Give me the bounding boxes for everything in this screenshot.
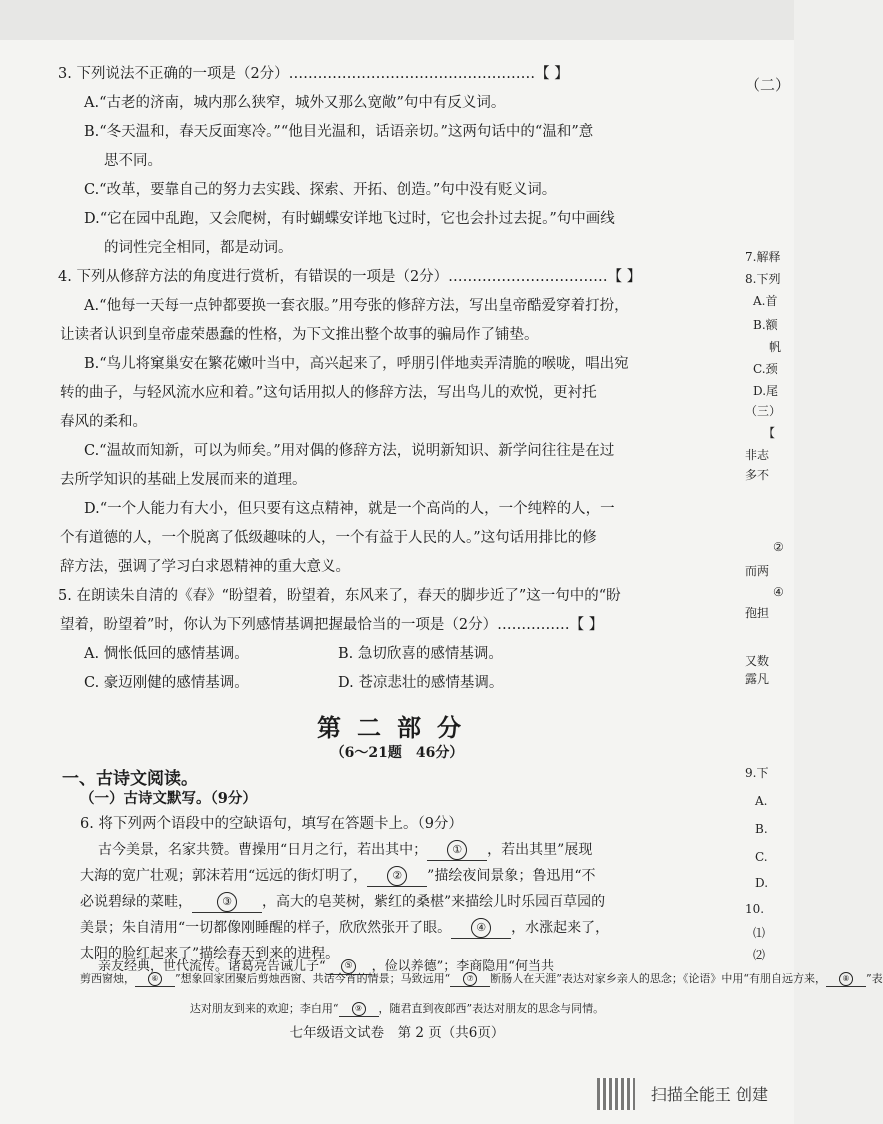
- bleed-text: B.额: [753, 318, 778, 332]
- bleed-text: 帆: [769, 340, 782, 354]
- bleed-text: ④: [773, 585, 784, 599]
- q6-text: 达对朋友到来的欢迎；李白用“: [189, 1002, 339, 1015]
- q6-paragraph1-line3: [80, 888, 605, 917]
- q3-option-b-cont: 思不同。: [104, 153, 162, 169]
- q6-text: 大海的宽广壮观；郭沫若用“远远的街灯明了，: [80, 868, 368, 884]
- bleed-text: 7.解释: [745, 250, 781, 264]
- q6-text: 古今美景，名家共赞。曹操用“日月之行，若出其中；: [98, 842, 428, 858]
- q3-option-c: C.“改革，要靠自己的努力去实践、探索、开拓、创造。”句中没有贬义词。: [84, 182, 557, 198]
- q6-text: 太阳的脸红起来了”描绘春天到来的进程。: [80, 946, 340, 962]
- q6-blank-9: [339, 1002, 379, 1017]
- q4-option-b-cont2: 春风的柔和。: [60, 414, 147, 430]
- adjacent-page-bleed: [745, 0, 794, 1124]
- bleed-text: （三）: [745, 404, 782, 418]
- bleed-text: 【: [763, 426, 776, 440]
- q5-option-b: B. 急切欣喜的感情基调。: [338, 646, 503, 662]
- q4-option-d: D.“一个人能力有大小，但只要有这点精神，就是一个高尚的人，一个纯粹的人，一: [84, 501, 615, 517]
- q3-option-d: D.“它在园中乱跑，又会爬树，有时蝴蝶安详地飞过时，它也会扑过去捉。”句中画线: [84, 211, 615, 227]
- q4-option-d-cont: 个有道德的人，一个脱离了低级趣味的人，一个有益于人民的人。”这句话用排比的修: [60, 530, 597, 546]
- q4-option-a-cont: 让读者认识到皇帝虚荣愚蠢的性格，为下文推出整个故事的骗局作了铺垫。: [60, 327, 539, 343]
- bleed-text: ②: [773, 540, 784, 554]
- q6-text: 亲友经典，世代流传。诸葛亮告诫儿子“: [98, 959, 326, 974]
- q5-stem: 5. 在朗读朱自清的《春》“盼望着，盼望着，东风来了，春天的脚步近了”这一句中的“盼: [58, 588, 621, 604]
- q6-text: ，俭以养德”；李商隐用“何当共: [371, 959, 554, 974]
- q3-option-a: A.“古老的济南，城内那么狭窄，城外又那么宽敞”句中有反义词。: [84, 95, 506, 111]
- q3-stem: 3. 下列说法不正确的一项是（2分）……………………………………………【 】: [58, 66, 569, 82]
- q6-paragraph1-line1: [98, 836, 592, 865]
- q4-option-c-cont: 去所学知识的基础上发展而来的道理。: [60, 472, 307, 488]
- q3-option-b: B.“冬天温和，春天反面寒冷。”“他目光温和，话语亲切。”这两句话中的“温和”意: [84, 124, 594, 140]
- bleed-text: A.首: [753, 294, 778, 308]
- bleed-text: C.颈: [753, 362, 778, 376]
- bleed-text: C.: [755, 850, 768, 864]
- subsection-heading: （一）古诗文默写。（9分）: [80, 790, 257, 807]
- blank-number: ①: [447, 840, 467, 860]
- bleed-text: 8.下列: [745, 272, 781, 286]
- blank-number: ⑧: [839, 972, 853, 986]
- q6-text: 美景；朱自清用“一切都像刚睡醒的样子，欣欣然张开了眼。: [80, 920, 452, 936]
- q4-stem: 4. 下列从修辞方法的角度进行赏析，有错误的一项是（2分）……………………………【 】: [58, 269, 642, 285]
- blank-number: ⑤: [341, 959, 356, 974]
- bleed-text: ⑵: [753, 948, 766, 962]
- q6-blank-3: [192, 892, 262, 913]
- q4-option-c: C.“温故而知新，可以为师矣。”用对偶的修辞方法，说明新知识、新学问往往是在过: [84, 443, 615, 459]
- blank-number: ④: [471, 918, 491, 938]
- q6-blank-7: [450, 972, 490, 987]
- q6-text: ，随君直到夜郎西”表达对朋友的思念与同情。: [378, 1002, 605, 1015]
- bleed-text: D.: [755, 876, 769, 890]
- bleed-text: 多不: [745, 468, 770, 482]
- scanner-logo-icon: [597, 1078, 635, 1110]
- q6-text: ”描绘夜间景象；鲁迅用“不: [427, 868, 596, 884]
- part-two-title: 第二部分: [317, 714, 477, 742]
- footer-page-info: 七年级语文试卷 第 2 页（共6页）: [289, 1024, 505, 1041]
- q6-blank-2: [367, 866, 427, 887]
- q6-stem: 6. 将下列两个语段中的空缺语句，填写在答题卡上。（9分）: [80, 816, 463, 832]
- q6-text: ”想象回家团聚后剪烛西窗、共话今宵的情景；马致远用“: [175, 972, 451, 985]
- bleed-text: ⑴: [753, 926, 766, 940]
- blank-number: ⑦: [463, 972, 477, 986]
- page-footer: [0, 1000, 794, 1041]
- q6-text: 必说碧绿的菜畦，: [80, 894, 192, 910]
- q4-option-a: A.“他每一天每一点钟都要换一套衣服。”用夸张的修辞方法，写出皇帝酷爱穿着打扮，: [84, 298, 629, 314]
- bleed-text: 孢担: [745, 606, 770, 620]
- bleed-text: 又数: [745, 654, 770, 668]
- q6-text: ，水涨起来了，: [511, 920, 610, 936]
- q6-text: ，若出其里”展现: [487, 842, 593, 858]
- blank-number: ②: [387, 866, 407, 886]
- q4-option-d-cont2: 辞方法，强调了学习白求恩精神的重大意义。: [60, 559, 350, 575]
- q5-option-a: A. 惆怅低回的感情基调。: [84, 646, 249, 662]
- bleed-text: D.尾: [753, 384, 779, 398]
- q3-option-d-cont: 的词性完全相同，都是动词。: [104, 240, 293, 256]
- bleed-text: A.: [755, 794, 768, 808]
- bleed-text: 露凡: [745, 672, 770, 686]
- q5-option-c: C. 豪迈刚健的感情基调。: [84, 675, 249, 691]
- bleed-text: 非志: [745, 448, 770, 462]
- scanner-watermark: 扫描全能王 创建: [650, 1085, 768, 1104]
- q6-text: 剪西窗烛，: [80, 972, 135, 985]
- q6-text: 断肠人在天涯”表达对家乡亲人的思念；《论语》中用“有朋自远方来，: [490, 972, 826, 985]
- q6-blank-8: [826, 972, 866, 987]
- q4-option-b-cont: 转的曲子，与轻风流水应和着。”这句话用拟人的修辞方法，写出鸟儿的欢悦，更衬托: [60, 385, 597, 401]
- q6-paragraph1-line2: [80, 862, 595, 891]
- bleed-text: （二）: [745, 76, 791, 94]
- bleed-text: 9.下: [745, 766, 769, 780]
- q5-stem-cont: 望着，盼望着”时，你认为下列感情基调把握最恰当的一项是（2分）……………【 】: [60, 617, 604, 633]
- q6-text: ，高大的皂荚树，紫红的桑椹”来描绘儿时乐园百草园的: [262, 894, 606, 910]
- q5-option-d: D. 苍凉悲壮的感情基调。: [338, 675, 504, 691]
- blank-number: ⑨: [352, 1002, 366, 1016]
- bleed-text: B.: [755, 822, 768, 836]
- q6-blank-4: [451, 918, 511, 939]
- q6-paragraph1-line4: [80, 914, 609, 943]
- blank-number: ⑥: [148, 972, 162, 986]
- scan-shadow: [0, 0, 794, 40]
- q6-text: ”表: [866, 972, 883, 985]
- part-two-range: （6～21题 46分）: [330, 745, 464, 761]
- q4-option-b: B.“鸟儿将窠巢安在繁花嫩叶当中，高兴起来了，呼朋引伴地卖弄清脆的喉咙，唱出宛: [84, 356, 629, 372]
- bleed-text: 10.: [745, 902, 765, 916]
- blank-number: ③: [217, 892, 237, 912]
- section-heading: 一、古诗文阅读。: [62, 769, 198, 789]
- bleed-text: 而两: [745, 564, 770, 578]
- q6-blank-6: [135, 972, 175, 987]
- q6-blank-1: [427, 840, 487, 861]
